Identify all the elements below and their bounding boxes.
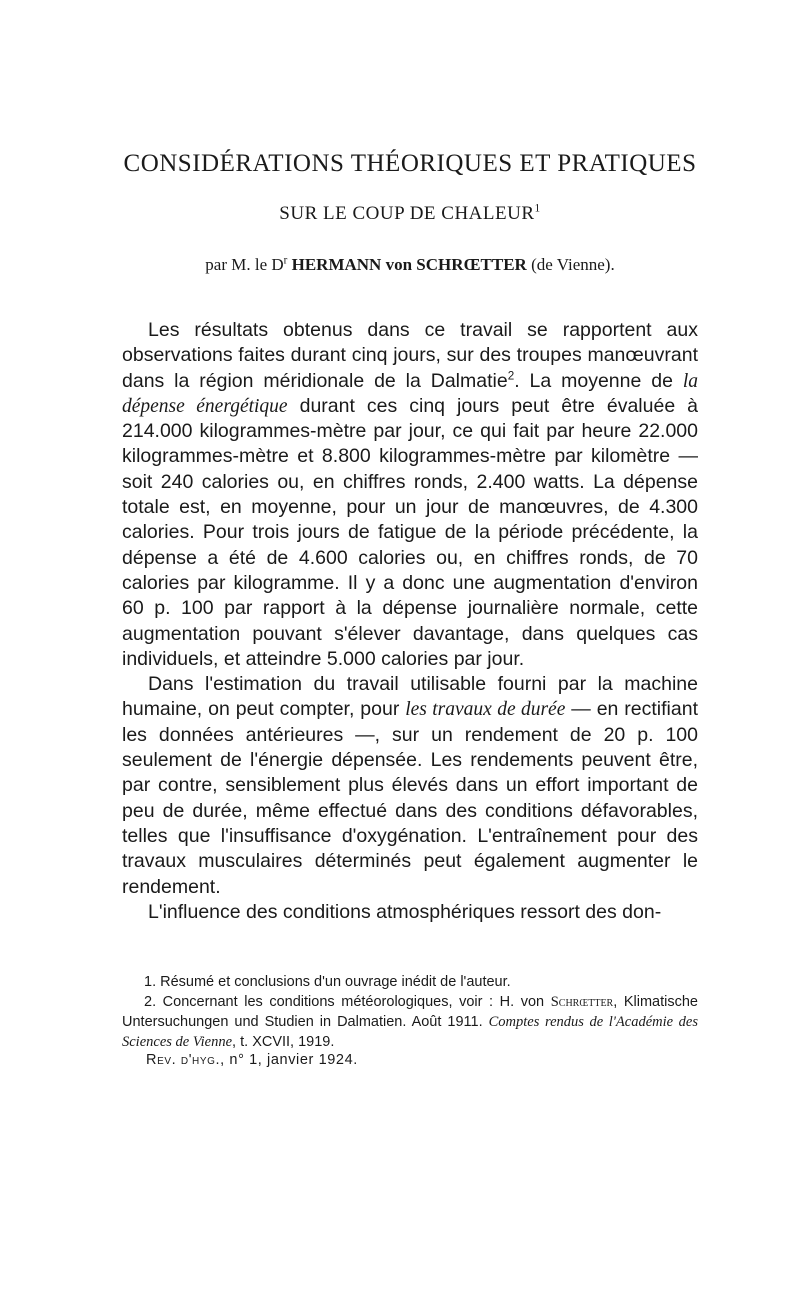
author-name: HERMANN von SCHRŒTTER bbox=[291, 255, 527, 274]
p1-footnote-mark: 2 bbox=[507, 369, 515, 383]
article-title: CONSIDÉRATIONS THÉORIQUES ET PRATIQUES bbox=[123, 150, 697, 177]
fn2-text-b: , Klimatische Untersuchungen und Studien in Dalmatien. Août 1911. bbox=[122, 994, 698, 1030]
fn2-journal: Comptes rendus de l'Académie des Sciences de Vienne bbox=[122, 1014, 699, 1050]
paragraph-3: L'influence des conditions atmosphériques ressort des don- bbox=[148, 900, 662, 923]
byline-prefix: par M. le D bbox=[205, 255, 284, 274]
subtitle-text: SUR LE COUP DE CHALEUR bbox=[279, 203, 535, 224]
p1-text-c: durant ces cinq jours peut être évaluée à 214.000 kilogrammes-mètre par jour, ce qui fait par heure 22.000 kilogrammes-mètre et 8.800 kilogrammes-mètre par kilomètre — soit 240 calories ou, en chiffres ronds, 2.400 watts. La dépense totale est, en moyenne, pour un jour de manœuvres, de 4.300 calories. Pour trois jours de fatigue de la période précédente, la dépense a été de 4.600 calories ou, en chiffres ronds, de 70 calories par kilogramme. Il y a donc une augmentation d'environ 60 p. 100 par rapport à la dépense journalière normale, cette augmentation pouvant s'élever davantage, dans quelques cas individuels, et atteindre 5.000 calories par jour. bbox=[122, 394, 699, 670]
paragraph-2 bbox=[122, 672, 698, 900]
byline-prefix-sup: r bbox=[283, 254, 288, 267]
journal-issue: , n° 1, janvier 1924. bbox=[220, 1052, 358, 1068]
subtitle-footnote-mark: 1 bbox=[534, 202, 541, 215]
byline-suffix: (de Vienne). bbox=[531, 255, 615, 274]
journal-abbr: Rev. d'hyg. bbox=[146, 1052, 221, 1068]
p2-emphasis: les travaux de durée bbox=[405, 699, 566, 721]
p1-emphasis: la dépense énergétique bbox=[122, 370, 698, 417]
fn2-text-a: 2. Concernant les conditions météorologiques, voir : H. von bbox=[144, 994, 545, 1010]
footnote-1: 1. Résumé et conclusions d'un ouvrage inédit de l'auteur. bbox=[144, 974, 511, 990]
article-subtitle bbox=[100, 203, 720, 225]
journal-reference bbox=[146, 1052, 358, 1068]
fn2-text-c: , t. XCVII, 1919. bbox=[232, 1034, 335, 1050]
p2-text-a: Dans l'estimation du travail utilisable fourni par la machine humaine, on peut compter, pour bbox=[122, 673, 698, 721]
p1-text-a: Les résultats obtenus dans ce travail se rapportent aux observations faites durant cinq jours, sur des troupes manœuvrant dans la région méridionale de la Dalmatie bbox=[122, 319, 698, 392]
p2-text-b: — en rectifiant les données antérieures —, sur un rendement de 20 p. 100 seulement de l'énergie dépensée. Les rendements peuvent être, par contre, sensiblement plus élevés dans un effort important de peu de durée, même effectué dans des conditions défavorables, telles que l'insuffisance d'oxygénation. L'entraînement pour des travaux musculaires déterminés peut également augmenter le rendement. bbox=[122, 698, 699, 898]
body-text bbox=[122, 318, 698, 925]
p1-text-b: . La moyenne de bbox=[514, 369, 673, 392]
footnotes bbox=[122, 972, 698, 1052]
fn2-author: Schrœtter bbox=[550, 994, 614, 1010]
footnote-2 bbox=[122, 992, 698, 1052]
paragraph-1 bbox=[122, 318, 698, 672]
byline bbox=[100, 255, 720, 275]
